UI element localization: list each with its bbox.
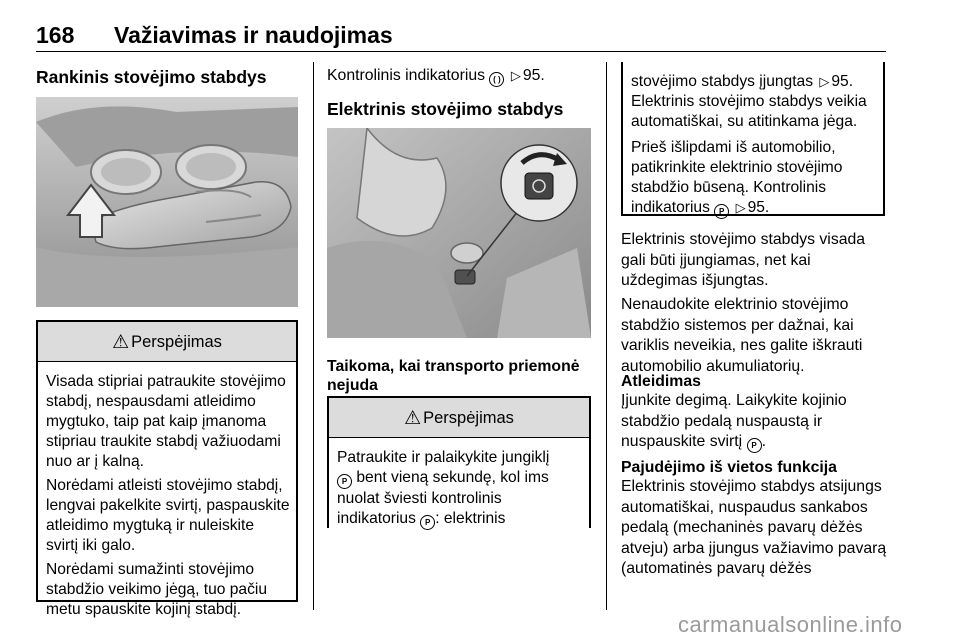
p-indicator-icon: P [420,515,435,530]
page-reference-arrow-icon: ▷ [510,68,521,83]
handbrake-illustration [36,97,298,307]
warning-triangle-icon: ⚠ [404,408,422,429]
p-indicator-icon: P [337,474,352,489]
section-title-manual-brake: Rankinis stovėjimo stabdys [36,67,267,87]
release-heading: Atleidimas [621,373,701,390]
indicator-reference: Kontrolinis indikatorius ( ) ▷ 95. [327,66,545,87]
warning-header [329,398,589,438]
page-reference-arrow-icon: ▷ [819,74,830,89]
warning-paragraph: Norėdami sumažinti stovėjimo stabdžio veikimo jėgą, tuo pačiu metu spauskite kojinį stabdį. [46,561,268,618]
page-reference-arrow-icon: ▷ [735,200,746,215]
drive-away-text: Elektrinis stovėjimo stabdys atsijungs automatiškai, nuspaudus sankabos pedalą (mechaninės pavarų dėžės atveju) arba įjungus važiavimo pavarą (automatinės pavarų dėžės [621,478,887,577]
subheading-stationary: Taikoma, kai transporto priemonė nejuda [327,358,580,394]
parking-brake-indicator-icon: ( ) [489,72,504,87]
column-divider [606,62,607,610]
page-number: 168 [36,22,75,48]
warning-title: Perspėjimas [423,409,514,427]
section-title-electric-brake: Elektrinis stovėjimo stabdys [327,99,564,119]
warning-text [46,372,290,624]
release-text: Įjunkite degimą. Laikykite kojinio stabdžio pedalą nuspaustą ir nuspauskite svirtį P . [621,391,885,453]
electric-brake-illustration [327,128,591,338]
p-indicator-icon: P [714,204,729,219]
drive-away-heading: Pajudėjimo iš vietos funkcija [621,459,837,476]
warning-title: Perspėjimas [131,333,222,351]
page-header [36,18,886,52]
warning-text: stovėjimo stabdys įjungtas ▷ 95. Elektrinis stovėjimo stabdys veikia automatiškai, su atitinkama jėga. Prieš išlipdami iš automobilio, patikrinkite elektrinio stovėjimo stabdžio būseną. Kontrolinis indikatorius P ▷ 95. [631,72,877,219]
paragraph-battery-warning: Nenaudokite elektrinio stovėjimo stabdžio sistemos per dažnai, kai variklis neveikia, nes galite iškrauti automobilio akumuliatorių. [621,296,863,375]
warning-box-manual-brake [36,320,298,618]
p-indicator-icon: P [747,438,762,453]
warning-triangle-icon: ⚠ [112,332,130,353]
warning-box-electric-brake [327,396,591,528]
paragraph-always-engage: Elektrinis stovėjimo stabdys visada gali būti įjungiamas, net kai uždegimas išjungtas. [621,231,866,289]
warning-text: Patraukite ir palaikykite jungiklį P bent vieną sekundę, kol ims nuolat šviesti kontrolinis indikatorius P : elektrinis [337,448,583,530]
warning-header [38,322,296,362]
watermark: carmanualsonline.info [678,612,903,637]
warning-paragraph: Norėdami atleisti stovėjimo stabdį, lengvai pakelkite svirtį, paspauskite atleidimo mygtuką ir nuleiskite svirtį iki galo. [46,477,290,554]
warning-box-continued [621,62,885,216]
column-divider [313,62,314,610]
warning-paragraph: Visada stipriai patraukite stovėjimo stabdį, nespausdami atleidimo mygtuko, taip pat kaip įmanoma stipriau traukite stabdį važiuodami nuo ar į kalną. [46,373,286,470]
chapter-title: Važiavimas ir naudojimas [114,22,393,48]
